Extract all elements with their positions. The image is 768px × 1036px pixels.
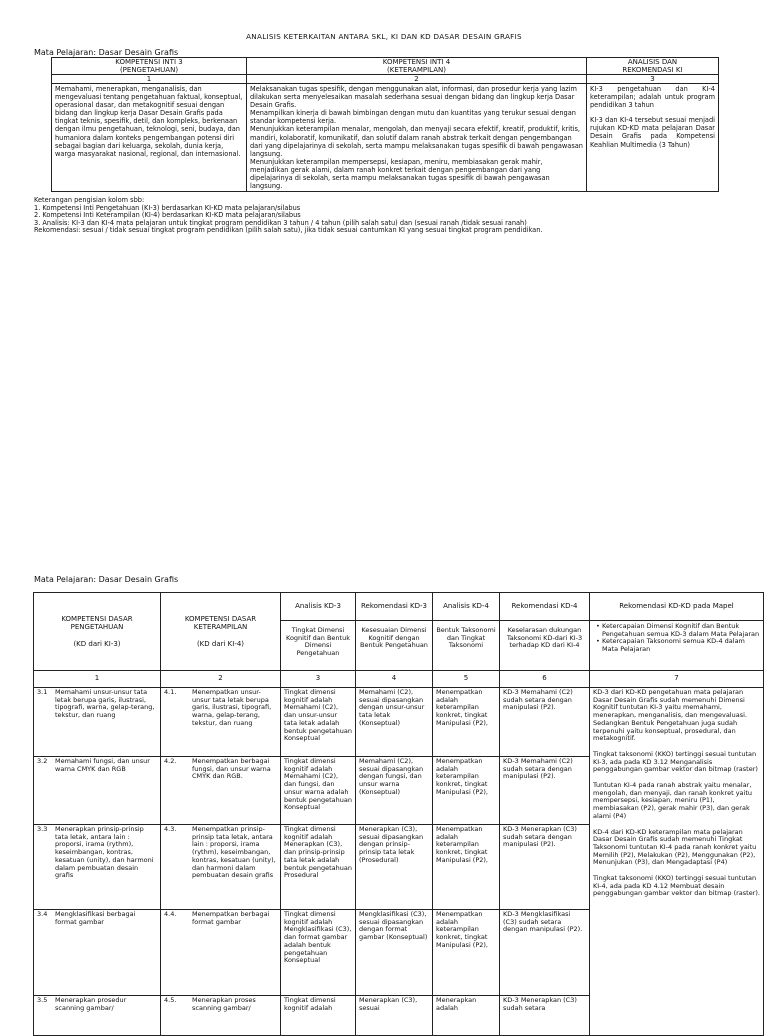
- col-number: 4: [356, 671, 433, 688]
- kd4-cell: [161, 688, 281, 757]
- subheader-cell: Kesesuaian Dimensi Kognitif dengan Bentuk Pengetahuan: [356, 621, 433, 671]
- document-title: ANALISIS KETERKAITAN ANTARA SKL, KI DAN KD DASAR DESAIN GRAFIS: [246, 32, 522, 41]
- rekomendasi-mapel-cell: [590, 688, 764, 1036]
- kd-analysis-table: [33, 592, 764, 1036]
- col-number: 2: [161, 671, 281, 688]
- table-header-row: [52, 58, 719, 75]
- rekomendasi-kd4-cell: KD-3 Menerapkan (C3) sudah setara dengan manipulasi (P2).: [500, 825, 590, 910]
- subheader-cell: Tingkat Dimensi Kognitif dan Bentuk Dimensi Pengetahuan: [281, 621, 356, 671]
- header-kd3-title: KOMPETENSI DASAR PENGETAHUAN: [61, 614, 133, 632]
- header-ki4-sub: (KETERAMPILAN): [387, 66, 446, 74]
- header-kd4-title: KOMPETENSI DASAR KETERAMPILAN: [184, 614, 257, 632]
- header-ki3-sub: (PENGETAHUAN): [119, 66, 179, 74]
- kd-number: 4.2.: [164, 757, 177, 765]
- rekomendasi-kd4-cell: KD-3 Memahami (C2) sudah setara dengan manipulasi (P2).: [500, 688, 590, 757]
- header-kd4-sub: (KD dari KI-4): [196, 639, 245, 648]
- kd-number: 3.1: [37, 688, 48, 696]
- rekomendasi-kd3-cell: Menerapkan (C3), sesuai dipasangkan dengan prinsip-prinsip tata letak (Prosedural): [356, 825, 433, 910]
- kd3-cell: [34, 910, 161, 996]
- recommendation-paragraph: KD-4 dari KD-KD keterampilan mata pelajaran Dasar Desain Grafis sudah memenuhi Tingkat Taksonomi tuntutan KI-4 pada ranah konkret yaitu Memilih (P2), Melakukan (P2), Menggunakan (P2), Menunjukan (P3), dan Mengadaptasi (P4): [593, 827, 757, 867]
- table-number-row: [52, 75, 719, 84]
- note-item: 1. Kompetensi Inti Pengetahuan (KI-3) berdasarkan KI-KD mata pelajaran/silabus: [34, 203, 301, 212]
- header-analisis-kd3: Analisis KD-3: [281, 593, 356, 621]
- header-ki4-title: KOMPETENSI INTI 4: [382, 58, 451, 66]
- notes-block: [34, 197, 542, 235]
- kd-number: 3.5: [37, 996, 48, 1004]
- rekomendasi-kd3-cell: Mengklasifikasi (C3), sesuai dipasangkan dengan format gambar (Konseptual): [356, 910, 433, 996]
- rekomendasi-kd3-cell: Menerapkan (C3), sesuai: [356, 996, 433, 1036]
- header-ki3-title: KOMPETENSI INTI 3: [115, 58, 183, 66]
- ki4-paragraph: Menunjukkan keterampilan mempersepsi, kesiapan, meniru, membiasakan gerak mahir, menjadikan gerak alami, dalam ranah konkret terkait dengan pengembangan dari yang dipelajarinya di sekolah, serta mampu melaksanakan tugas spesifik di bawah pengawasan langsung.: [250, 157, 550, 191]
- list-item: • Ketercapaian Dimensi Kognitif dan Bentuk Pengetahuan semua KD-3 dalam Mata Pelajaran: [598, 623, 760, 638]
- col-number: 1: [52, 75, 247, 84]
- analisis-kd3-cell: Tingkat dimensi kognitif adalah: [281, 996, 356, 1036]
- kd4-cell: [161, 757, 281, 825]
- kd-number: 3.4: [37, 910, 48, 918]
- kd-number: 3.2: [37, 757, 48, 765]
- analysis-paragraph: KI-3 pengetahuan dan KI-4 keterampilan; adalah untuk program pendidikan 3 tahun: [590, 85, 715, 110]
- analysis-paragraph: KI-3 dan KI-4 tersebut sesuai menjadi rujukan KD-KD mata pelajaran Dasar Desain Grafis pada Kompetensi Keahlian Multimedia (3 Tahun): [590, 116, 715, 149]
- kd-text: Menerapkan prinsip-prinsip tata letak, antara lain : proporsi, irama (rythm), keseimbangan, kontras, kesatuan (unity), dan harmoni dalam pembuatan desain grafis: [55, 825, 154, 880]
- analisis-kd3-cell: Tingkat dimensi kognitif adalah Menerapkan (C3), dan prinsip-prinsip tata letak adalah bentuk pengetahuan Prosedural: [281, 825, 356, 910]
- kd4-cell: [161, 910, 281, 996]
- table-row: [34, 688, 764, 757]
- header-ki3: [52, 58, 247, 75]
- kd-number: 4.3.: [164, 825, 177, 833]
- recommendation-paragraph: KD-3 dari KD-KD pengetahuan mata pelajaran Dasar Desain Grafis sudah memenuhi Dimensi Kognitif tuntutan KI-3 yaitu memahami, menerapkan, menganalisis, dan mengevaluasi. Sedangkan Bentuk Pengetahuan juga sudah terpenuhi yaitu konseptual, prosedural, dan metakognitif.: [593, 688, 747, 743]
- header-ki4: [247, 58, 587, 75]
- kd3-cell: [34, 688, 161, 757]
- recommendation-paragraph: Tuntutan KI-4 pada ranah abstrak yaitu menalar, mengolah, dan menyaji, dan ranah konkret yaitu mempersepsi, kesiapan, meniru (P1), membiasakan (P2), gerak mahir (P3), dan gerak alami (P4): [593, 781, 752, 820]
- rekomendasi-kd4-cell: KD-3 Mengklasifikasi (C3) sudah setara dengan manipulasi (P2).: [500, 910, 590, 996]
- rekomendasi-kd4-cell: KD-3 Memahami (C2) sudah setara dengan manipulasi (P2).: [500, 757, 590, 825]
- analisis-kd3-cell: Tingkat dimensi kognitif adalah Memahami (C2), dan fungsi, dan unsur warna adalah bentuk pengetahuan Konseptual: [281, 757, 356, 825]
- ki3-description: Memahami, menerapkan, menganalisis, dan mengevaluasi tentang pengetahuan faktual, konseptual, operasional dasar, dan metakognitif sesuai dengan bidang dan lingkup kerja Dasar Desain Grafis pada tingkat teknis, spesifik, detil, dan kompleks, berkenaan dengan ilmu pengetahuan, teknologi, seni, budaya, dan humaniora dalam konteks pengembangan potensi diri sebagai bagian dari keluarga, sekolah, dunia kerja, warga masyarakat nasional, regional, dan internasional.: [55, 85, 243, 158]
- kd-text: Mengklasifikasi berbagai format gambar: [55, 910, 136, 926]
- rekomendasi-kd3-cell: Memahami (C2), sesuai dipasangkan dengan fungsi, dan unsur warna (Konseptual): [356, 757, 433, 825]
- note-item: 3. Analisis: KI-3 dan KI-4 mata pelajaran untuk tingkat program pendidikan 3 tahun / 4 tahun (pilih salah satu) dan (sesuai ranah /tidak sesuai ranah): [34, 218, 527, 227]
- subheader-cell: Keselarasan dukungan Taksonomi KD-dari KI-3 terhadap KD dari KI-4: [500, 621, 590, 671]
- analisis-kd3-cell: Tingkat dimensi kognitif adalah Memahami (C2), dan unsur-unsur tata letak adalah bentuk pengetahuan Konseptual: [281, 688, 356, 757]
- kd-number: 4.4.: [164, 910, 177, 918]
- col-number: 3: [281, 671, 356, 688]
- subject-label-2: Mata Pelajaran: Dasar Desain Grafis: [34, 575, 179, 584]
- kd-number: 4.5.: [164, 996, 177, 1004]
- header-kd3-sub: (KD dari KI-3): [73, 639, 121, 648]
- ki4-paragraph: Melaksanakan tugas spesifik, dengan menggunakan alat, informasi, dan prosedur kerja yang lazim dilakukan serta menyelesaikan masalah sederhana sesuai dengan bidang dan lingkup kerja Dasar Desain Grafis.: [250, 85, 577, 110]
- kd-text: Memahami unsur-unsur tata letak berupa garis, ilustrasi, tipografi, warna, gelap-terang, tekstur, dan ruang: [55, 688, 155, 720]
- header-kd3: [34, 593, 161, 671]
- kd-text: Menerapkan proses scanning gambar/: [192, 996, 256, 1012]
- header-analysis: [587, 58, 719, 75]
- table-row: [52, 84, 719, 192]
- analysis-text: [587, 84, 719, 192]
- subheader-cell: [590, 621, 764, 671]
- recommendation-paragraph: Tingkat taksonomi (KKO) tertinggi sesuai tuntutan KI-3, ada pada KD 3.12 Menganalisis penggabungan gambar vektor dan bitmap (raster): [593, 749, 758, 774]
- analisis-kd4-cell: Menempatkan adalah keterampilan konkret, tingkat Manipulasi (P2),: [433, 757, 500, 825]
- header-rekomendasi-mapel: Rekomendasi KD-KD pada Mapel: [590, 593, 764, 621]
- analisis-kd4-cell: Menempatkan adalah keterampilan konkret, tingkat Manipulasi (P2),: [433, 825, 500, 910]
- recommendation-paragraph: Tingkat taksonomi (KKO) tertinggi sesuai tuntutan KI-4, ada pada KD 4.12 Membuat desain penggabungan gambar vektor dan bitmap (raster).: [593, 874, 760, 898]
- kd3-cell: [34, 996, 161, 1036]
- kd-number: 3.3: [37, 825, 48, 833]
- rekomendasi-kd4-cell: KD-3 Menerapkan (C3) sudah setara: [500, 996, 590, 1036]
- kd-text: Menempatkan berbagai format gambar: [192, 910, 270, 926]
- ki-analysis-table: [51, 57, 719, 192]
- col-number: 7: [590, 671, 764, 688]
- kd-text: Menempatkan prinsip-prinsip tata letak, antara lain : proporsi, irama (rythm), keseimbangan, kontras, kesatuan (unity), dan harmoni dalam pembuatan desain grafis: [192, 825, 276, 880]
- note-item: Rekomendasi: sesuai / tidak sesuai tingkat program pendidikan (pilih salah satu), jika tidak sesuai cantumkan KI yang sesuai tingkat program pendidikan.: [34, 226, 543, 235]
- kd-text: Menempatkan berbagai fungsi, dan unsur warna CMYK dan RGB.: [192, 757, 271, 781]
- header-analisis-kd4: Analisis KD-4: [433, 593, 500, 621]
- analisis-kd4-cell: Menerapkan adalah: [433, 996, 500, 1036]
- header-rekomendasi-kd4: Rekomendasi KD-4: [500, 593, 590, 621]
- kd4-cell: [161, 996, 281, 1036]
- subject-label-1: Mata Pelajaran: Dasar Desain Grafis: [34, 48, 179, 57]
- analisis-kd3-cell: Tingkat dimensi kognitif adalah Mengklasifikasi (C3), dan format gambar adalah bentuk pengetahuan Konseptual: [281, 910, 356, 996]
- kd-text: Menempatkan unsur-unsur tata letak berupa garis, ilustrasi, tipografi, warna, gelap-terang, tekstur, dan ruang: [192, 688, 272, 727]
- table-number-row: [34, 671, 764, 688]
- ki3-text: [52, 84, 247, 192]
- header-analysis-title: ANALISIS DAN: [627, 58, 678, 66]
- criteria-list: [593, 623, 760, 653]
- header-rekomendasi-kd3: Rekomendasi KD-3: [356, 593, 433, 621]
- notes-heading: Keterangan pengisian kolom sbb:: [34, 196, 145, 204]
- subheader-cell: Bentuk Taksonomi dan Tingkat Taksonomi: [433, 621, 500, 671]
- rekomendasi-kd3-cell: Memahami (C2), sesuai dipasangkan dengan unsur-unsur tata letak (Konseptual): [356, 688, 433, 757]
- kd-text: Menerapkan prosedur scanning gambar/: [55, 996, 127, 1012]
- kd-number: 4.1.: [164, 688, 177, 696]
- note-item: 2. Kompetensi Inti Keterampilan (KI-4) berdasarkan KI-KD mata pelajaran/silabus: [34, 211, 301, 220]
- ki4-paragraph: Menunjukkan keterampilan menalar, mengolah, dan menyaji secara efektif, kreatif, produktif, kritis, mandiri, kolaboratif, komunikatif, dan solutif dalam ranah abstrak terkait dengan pengembangan dari yang dipelajarinya di sekolah, serta mampu melaksanakan tugas spesifik di bawah pengawasan langsung.: [250, 125, 583, 158]
- col-number: 2: [247, 75, 587, 84]
- ki4-text: [247, 84, 587, 192]
- table-header-row: [34, 593, 764, 621]
- analisis-kd4-cell: Menempatkan adalah keterampilan konkret, tingkat Manipulasi (P2),: [433, 910, 500, 996]
- col-number: 1: [34, 671, 161, 688]
- kd3-cell: [34, 825, 161, 910]
- kd3-cell: [34, 757, 161, 825]
- col-number: 6: [500, 671, 590, 688]
- kd4-cell: [161, 825, 281, 910]
- col-number: 3: [587, 75, 719, 84]
- header-analysis-sub: REKOMENDASI KI: [622, 66, 683, 74]
- kd-text: Memahami fungsi, dan unsur warna CMYK dan RGB: [55, 757, 150, 773]
- col-number: 5: [433, 671, 500, 688]
- list-item: • Ketercapaian Taksonomi semua KD-4 dalam Mata Pelajaran: [598, 638, 760, 653]
- header-kd4: [161, 593, 281, 671]
- analisis-kd4-cell: Menempatkan adalah keterampilan konkret, tingkat Manipulasi (P2),: [433, 688, 500, 757]
- ki4-paragraph: Menampilkan kinerja di bawah bimbingan dengan mutu dan kuantitas yang terukur sesuai dengan standar kompetensi kerja.: [250, 109, 576, 126]
